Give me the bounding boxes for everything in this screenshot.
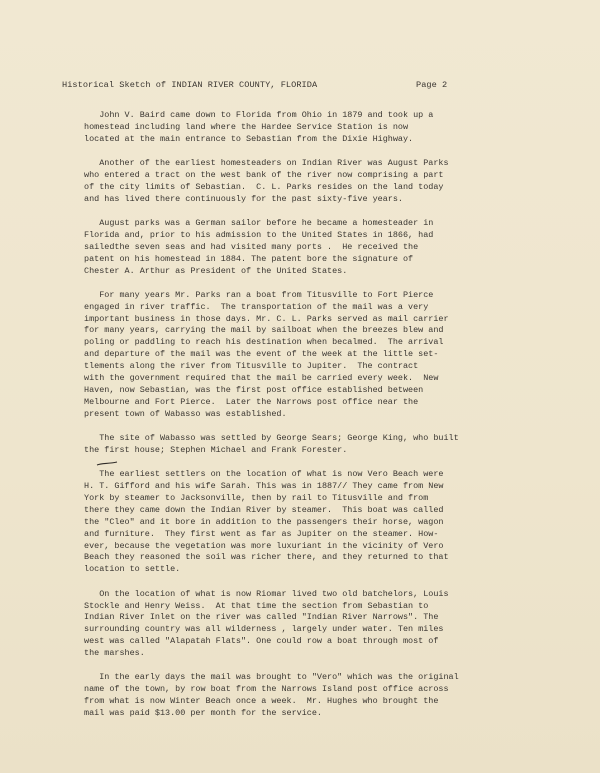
text-line: sailedthe seven seas and had visited many ports . He received the — [84, 241, 419, 252]
paragraph — [84, 589, 544, 660]
text-line: Florida and, prior to his admission to the United States in 1866, had — [84, 229, 434, 240]
text-line: and departure of the mail was the event of the week at the little set- — [84, 349, 439, 360]
text-line: tlements along the river from Titusville to Jupiter. The contract — [84, 361, 419, 372]
paragraph — [84, 218, 544, 278]
paragraph — [84, 158, 544, 206]
text-line: and furniture. They first went as far as Jupiter on the steamer. How- — [84, 528, 439, 539]
text-line: Another of the earliest homesteaders on Indian River was August Parks — [84, 158, 449, 169]
text-line: of the city limits of Sebastian. C. L. Parks resides on the land today — [84, 181, 444, 192]
text-line: John V. Baird came down to Florida from Ohio in 1879 and took up a — [84, 110, 434, 120]
text-line: In the early days the mail was brought to "Vero" which was the original — [84, 672, 459, 683]
text-line: homestead including land where the Hardee Service Station is now — [84, 121, 409, 132]
text-line: surrounding country was all wilderness , largely under water. Ten miles — [84, 624, 444, 635]
text-line: west was called "Alapatah Flats". One could row a boat through most of — [84, 636, 439, 647]
text-line: H. T. Gifford and his wife Sarah. This was in 1887// They came from New — [84, 481, 444, 492]
text-line: For many years Mr. Parks ran a boat from Titusville to Fort Pierce — [84, 289, 434, 300]
text-line: The earliest settlers on the location of what is now Vero Beach were — [84, 469, 444, 480]
text-line: the "Cleo" and it bore in addition to the passengers their horse, wagon — [84, 516, 444, 527]
text-line: present town of Wabasso was established. — [84, 408, 287, 419]
text-line: ever, because the vegetation was more luxuriant in the vicinity of Vero — [84, 540, 444, 551]
paragraph — [84, 290, 544, 421]
text-line: Haven, now Sebastian, was the first post office established between — [84, 385, 424, 396]
text-line: with the government required that the mail be carried every week. New — [84, 373, 439, 384]
text-line: located at the main entrance to Sebastian from the Dixie Highway. — [84, 133, 414, 144]
text-line: Chester A. Arthur as President of the United States. — [84, 265, 348, 276]
text-line: York by steamer to Jacksonville, then by rail to Titusville and from — [84, 492, 429, 503]
text-line: there they came down the Indian River by steamer. This boat was called — [84, 504, 444, 515]
text-line: name of the town, by row boat from the Narrows Island post office across — [84, 684, 449, 695]
text-line: Indian River Inlet on the river was called "Indian River Narrows". The — [84, 612, 439, 623]
text-line: for many years, carrying the mail by sailboat when the breezes blew and — [84, 325, 444, 336]
text-line: engaged in river traffic. The transportation of the mail was a very — [84, 301, 429, 312]
paragraph — [84, 672, 544, 720]
paragraph — [84, 433, 544, 457]
text-line: the marshes. — [84, 648, 145, 659]
paragraph — [84, 469, 544, 576]
text-line: Stockle and Henry Weiss. At that time the section from Sebastian to — [84, 600, 429, 611]
text-line: The site of Wabasso was settled by George Sears; George King, who built — [84, 433, 459, 444]
text-line: who entered a tract on the west bank of the river now comprising a part — [84, 169, 444, 180]
text-line: Beach they reasoned the soil was richer there, and they returned to that — [84, 552, 449, 563]
page-number: Page 2 — [416, 80, 448, 90]
text-line: and has lived there continuously for the past sixty-five years. — [84, 193, 403, 204]
text-line: Melbourne and Fort Pierce. Later the Narrows post office near the — [84, 396, 419, 407]
text-line: mail was paid $13.00 per month for the service. — [84, 708, 322, 719]
text-line: August parks was a German sailor before he became a homesteader in — [84, 217, 434, 228]
text-line: important business in those days. Mr. C. L. Parks served as mail carrier — [84, 313, 449, 324]
text-line: poling or paddling to reach his destination when becalmed. The arrival — [84, 337, 444, 348]
document-title: Historical Sketch of INDIAN RIVER COUNTY, FLORIDA — [62, 80, 318, 90]
text-line: location to settle. — [84, 564, 181, 575]
text-line: the first house; Stephen Michael and Frank Forester. — [84, 444, 348, 455]
document-body — [84, 110, 544, 732]
text-line: from what is now Winter Beach once a week. Mr. Hughes who brought the — [84, 696, 439, 707]
text-line: patent on his homestead in 1884. The patent bore the signature of — [84, 253, 414, 264]
paragraph — [84, 110, 544, 146]
text-line: On the location of what is now Riomar lived two old batchelors, Louis — [84, 588, 449, 599]
